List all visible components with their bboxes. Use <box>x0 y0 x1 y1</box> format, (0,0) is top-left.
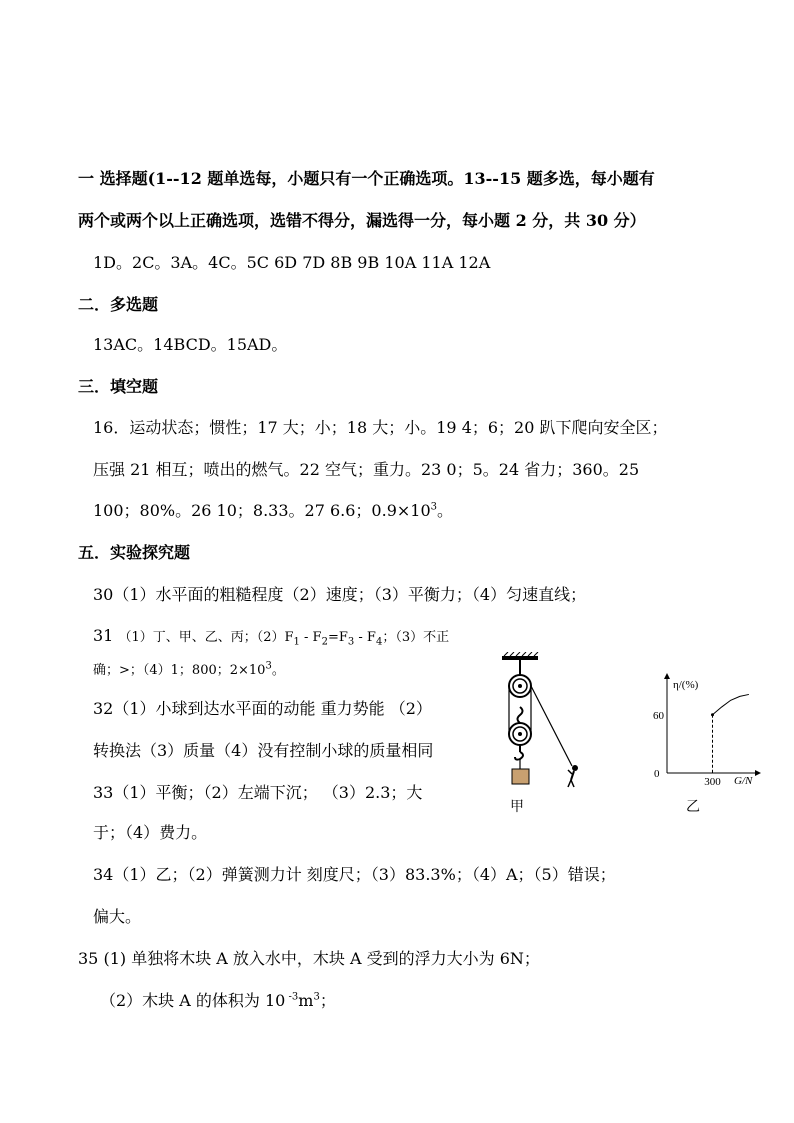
section3-heading: 三．填空题 <box>78 377 159 396</box>
person-icon <box>568 765 578 787</box>
figure-yi-caption: 乙 <box>686 799 700 815</box>
y-tick-60: 60 <box>653 709 664 722</box>
q34-answer-line2: 偏大。 <box>93 907 142 926</box>
q35-answer-line1: 35 (1) 单独将木块 A 放入水中，木块 A 受到的浮力大小为 6N； <box>78 949 540 968</box>
q33-answer-line2: 于；（4）费力。 <box>93 823 208 842</box>
section1-heading-line2: 两个或两个以上正确选项，选错不得分，漏选得一分，每小题 2 分，共 30 分） <box>78 211 646 230</box>
efficiency-curve <box>713 694 749 714</box>
x-tick-300: 300 <box>704 776 721 788</box>
q31-answer-line1: 31 （1）丁、甲、乙、丙；$(2)F_1 - F_2=F_3 - F_4$；（3）不正 <box>93 626 450 648</box>
figure-jia-caption: 甲 <box>510 799 524 815</box>
x-axis-label: G/N <box>734 775 753 787</box>
curve-start-point <box>711 713 714 716</box>
q31-answer-line2: 确；>；（4）1；800；$2\times 10^3$。 <box>93 660 285 678</box>
efficiency-chart <box>648 670 768 820</box>
section3-line2: 压强 21 相互；喷出的燃气。22 空气；重力。23 0；5。24 省力；360。25 <box>93 460 640 479</box>
q33-answer-line1: 33（1）平衡；（2）左端下沉； （3）2.3；大 <box>93 783 423 802</box>
ceiling-bar <box>502 656 538 660</box>
q30-answer: 30（1）水平面的粗糙程度（2）速度；（3）平衡力；（4）匀速直线； <box>93 585 587 604</box>
load-block <box>512 769 529 784</box>
ceiling-hatch <box>504 652 538 656</box>
hook-icon <box>515 752 523 760</box>
q32-answer-line2: 转换法（3）质量（4）没有控制小球的质量相同 <box>93 741 434 760</box>
pull-rope <box>531 686 572 766</box>
q35-answer-line2: （2）木块 A 的体积为 10 $^{-3}m^3$； <box>100 991 336 1010</box>
q32-answer-line1: 32（1）小球到达水平面的动能 重力势能 （2） <box>93 699 432 718</box>
y-axis-label: η/(%) <box>673 679 699 691</box>
q34-answer-line1: 34（1）乙；（2）弹簧测力计 刻度尺；（3）83.3%；（4）A；（5）错误； <box>93 865 616 884</box>
origin-label: 0 <box>654 768 660 780</box>
section1-heading-line1: 一 选择题(1--12 题单选每，小题只有一个正确选项。13--15 题多选，每小题有 <box>78 169 655 188</box>
section2-heading: 二．多选题 <box>78 295 159 314</box>
section5-heading: 五．实验探究题 <box>78 543 191 562</box>
section1-answers: 1D。2C。3A。4C。5C 6D 7D 8B 9B 10A 11A 12A <box>93 253 491 272</box>
section2-answers: 13AC。14BCD。15AD。 <box>93 335 288 354</box>
section3-line3: 100；80%。26 10；8.33。27 6.6；$0.9\times 10^3$。 <box>93 501 454 520</box>
pulley-figure <box>490 652 590 822</box>
section3-line1: 16．运动状态；惯性；17 大；小；18 大；小。19 4；6；20 趴下爬向安全区； <box>93 418 668 437</box>
